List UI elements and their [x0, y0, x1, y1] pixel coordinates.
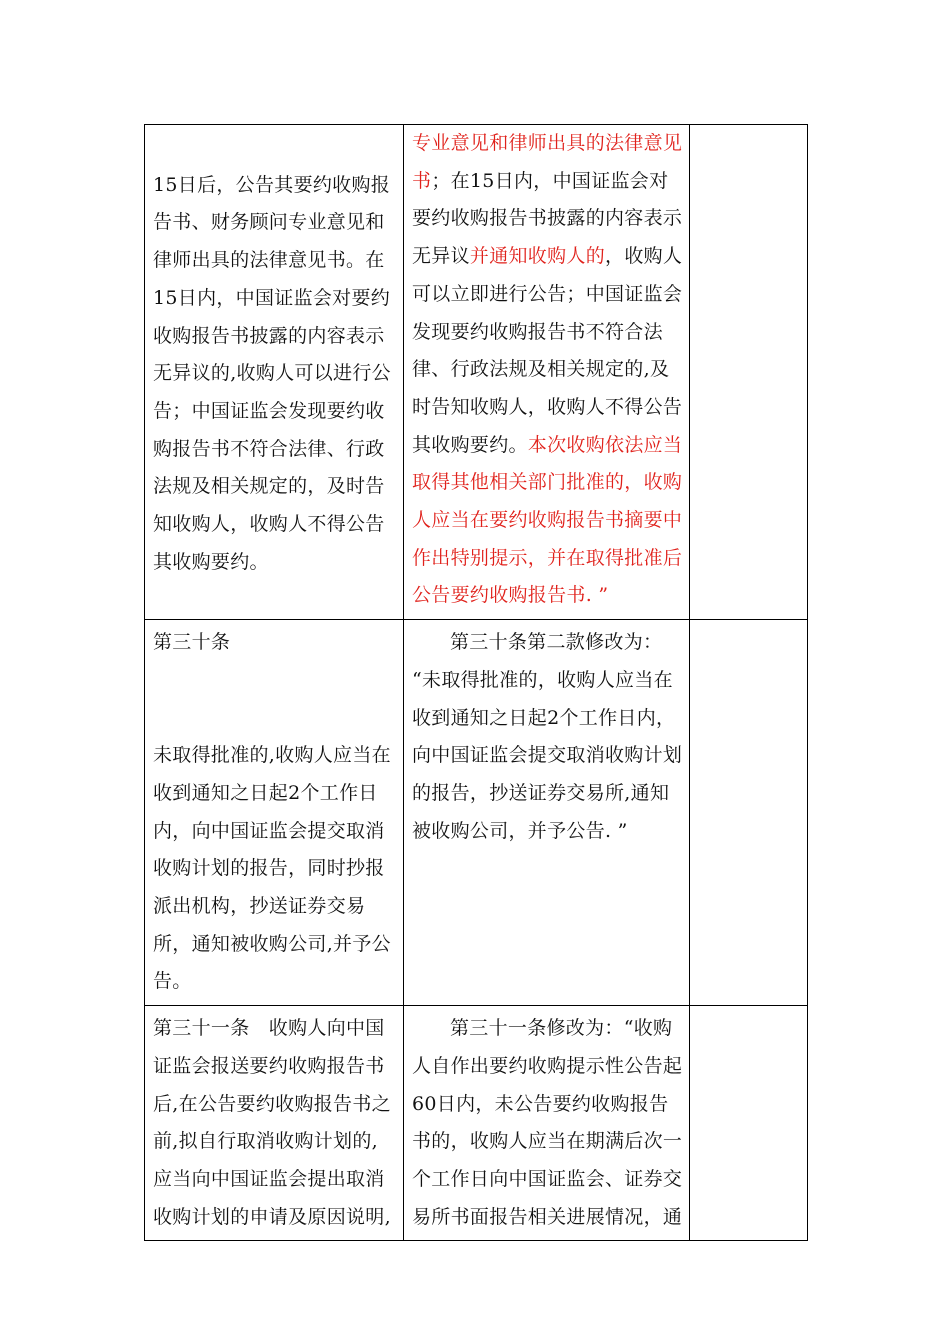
inserted-text: 专业意见和律师出具的法律意见: [412, 132, 683, 154]
text-line: [153, 129, 395, 167]
article-title: 第三十条: [153, 631, 231, 654]
text-line: 个工作日向中国证监会、证券交: [412, 1167, 683, 1190]
text-line: [412, 238, 681, 276]
inserted-text: 公告要约收购报告书. ”: [412, 584, 609, 607]
revision-comparison-table: [144, 124, 808, 1241]
revised-text-cell: [404, 125, 690, 620]
text-line: 证监会报送要约收购报告书: [153, 1054, 385, 1077]
text-line: “未取得批准的，收购人应当在: [412, 668, 673, 691]
text-line: 告；中国证监会发现要约收: [153, 399, 385, 422]
text-line: 告。: [153, 970, 192, 993]
text-line: 律师出具的法律意见书。在: [153, 249, 385, 272]
text-span: ；在15日内，中国证监会对: [431, 169, 669, 192]
text-line: 人自作出要约收购提示性公告起: [412, 1054, 683, 1077]
text-line: 收购计划的申请及原因说明,: [153, 1205, 391, 1228]
text-line: [412, 163, 681, 201]
inserted-text: 作出特别提示，并在取得批准后: [412, 546, 683, 569]
text-line: [412, 502, 681, 540]
text-line: 前,拟自行取消收购计划的,: [153, 1130, 378, 1153]
text-line: 应当向中国证监会提出取消: [153, 1167, 385, 1190]
table-row: [145, 125, 808, 620]
text-line: 第三十一条修改为：“收购: [450, 1017, 673, 1040]
text-line: 发现要约收购报告书不符合法: [412, 320, 663, 343]
text-line: 可以立即进行公告；中国证监会: [412, 282, 683, 305]
text-line: 收购计划的报告，同时抄报: [153, 857, 385, 880]
text-line: 法规及相关规定的，及时告: [153, 475, 385, 498]
text-line: 的报告，抄送证券交易所,通知: [412, 781, 670, 804]
inserted-text: 书: [412, 169, 432, 192]
table-row: [145, 1006, 808, 1241]
text-line: 被收购公司，并予公告. ”: [412, 819, 628, 842]
text-line: 要约收购报告书披露的内容表示: [412, 207, 683, 230]
text-line: 60日内，未公告要约收购报告: [412, 1092, 669, 1115]
text-line: 购报告书不符合法律、行政: [153, 437, 385, 460]
inserted-text: 取得其他相关部门批准的，收购: [412, 471, 683, 494]
text-line: 内，向中国证监会提交取消: [153, 819, 385, 842]
text-line: 收购报告书披露的内容表示: [153, 324, 385, 347]
text-line: 时告知收购人，收购人不得公告: [412, 395, 683, 418]
text-line: 派出机构，抄送证券交易: [153, 895, 366, 918]
text-line: [412, 577, 681, 615]
text-line: 后,在公告要约收购报告书之: [153, 1092, 391, 1115]
text-line: 律、行政法规及相关规定的,及: [412, 358, 670, 381]
original-text-cell: [145, 620, 404, 1006]
text-line: 向中国证监会提交取消收购计划: [412, 744, 683, 767]
text-line: [412, 125, 681, 163]
text-line: 无异议的,收购人可以进行公: [153, 362, 391, 385]
text-line: 第三十条第二款修改为：: [450, 631, 663, 654]
text-line: 收到通知之日起2个工作日内，: [412, 706, 676, 729]
text-span: ，收购人: [605, 245, 683, 268]
table-row: [145, 620, 808, 1006]
revised-text-cell: [404, 620, 690, 1006]
note-cell: [690, 1006, 808, 1241]
original-text-cell: [145, 1006, 404, 1241]
text-line: 收到通知之日起2个工作日: [153, 781, 378, 804]
revised-text-cell: [404, 1006, 690, 1241]
text-line: [412, 427, 681, 465]
note-cell: [690, 125, 808, 620]
text-line: [412, 540, 681, 578]
text-line: 告书、财务顾问专业意见和: [153, 211, 385, 234]
text-line: 未取得批准的,收购人应当在: [153, 744, 391, 767]
inserted-text: 人应当在要约收购报告书摘要中: [412, 509, 683, 532]
original-text-cell: [145, 125, 404, 620]
text-line: 15日内，中国证监会对要约: [153, 286, 391, 309]
inserted-text: 并通知收购人的: [469, 245, 606, 268]
text-line: 15日后，公告其要约收购报: [153, 173, 391, 196]
text-line: 第三十一条 收购人向中国: [153, 1017, 385, 1040]
text-line: 书的，收购人应当在期满后次一: [412, 1130, 683, 1153]
text-span: 无异议: [412, 245, 470, 268]
text-line: 所，通知被收购公司,并予公: [153, 932, 391, 955]
text-line: 知收购人，收购人不得公告: [153, 513, 385, 536]
inserted-text: 本次收购依法应当: [527, 433, 683, 456]
text-line: 易所书面报告相关进展情况，通: [412, 1205, 683, 1228]
note-cell: [690, 620, 808, 1006]
text-line: 其收购要约。: [153, 550, 269, 573]
text-span: 其收购要约。: [412, 433, 528, 456]
text-line: [412, 464, 681, 502]
